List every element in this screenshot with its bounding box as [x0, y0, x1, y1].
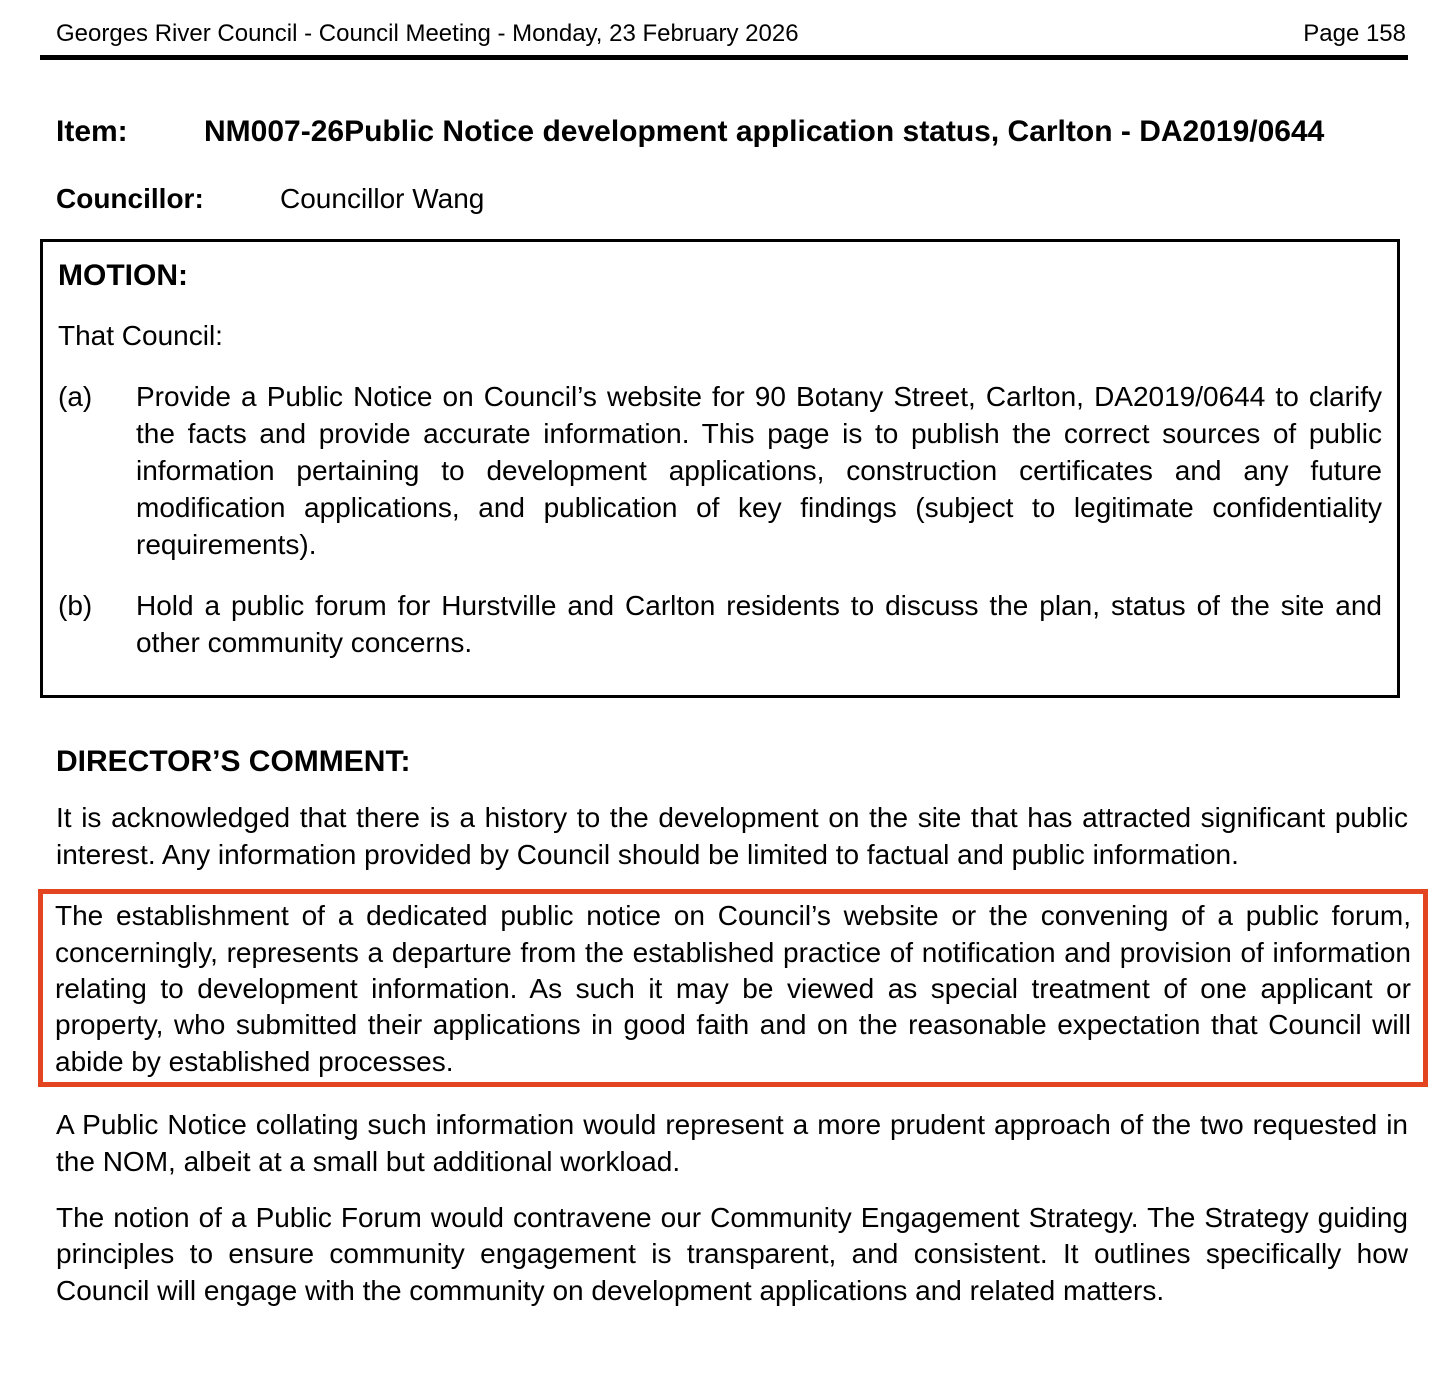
item-number: NM007-26	[204, 114, 345, 148]
item-title	[204, 114, 1408, 150]
page-header	[40, 20, 1408, 60]
motion-item-a-marker: (a)	[58, 380, 93, 412]
motion-item-b-marker: (b)	[58, 589, 93, 621]
item-label: Item:	[56, 114, 128, 148]
page-number: Page 158	[1303, 20, 1406, 47]
councillor-row	[56, 182, 1408, 216]
directors-comment-paragraph-3: The notion of a Public Forum would contravene our Community Engagement Strategy. The Strategy guiding principles to ensure community engagement is transparent, and consistent. It outlines specifically how Council will engage with the community on development applications and related matters.	[56, 1201, 1408, 1306]
motion-item-b	[58, 588, 1382, 662]
highlighted-paragraph: The establishment of a dedicated public notice on Council’s website or the convening of a public forum, concerningly, represents a departure from the established practice of notification and provision of information relating to development information. As such it may be viewed as special treatment of one applicant or property, who submitted their applications in good faith and on the reasonable expectation that Council will abide by established processes.	[55, 900, 1411, 1077]
councillor-label: Councillor:	[56, 182, 204, 214]
motion-item-a	[58, 379, 1382, 564]
motion-item-a-text: Provide a Public Notice on Council’s website for 90 Botany Street, Carlton, DA2019/0644 to clarify the facts and provide accurate information. This page is to publish the correct sources of public information pertaining to development applications, construction certificates and any future modification applications, and publication of key findings (subject to legitimate confidentiality requirements).	[136, 380, 1382, 560]
header-meeting-title: Georges River Council - Council Meeting - Monday, 23 February 2026	[56, 20, 799, 47]
motion-intro: That Council:	[58, 320, 223, 352]
directors-comment-paragraph-1: It is acknowledged that there is a history to the development on the site that has attracted significant public interest. Any information provided by Council should be limited to factual and public information.	[56, 802, 1408, 870]
item-row	[56, 114, 1408, 150]
highlight-annotation-box	[38, 889, 1428, 1087]
directors-comment-heading: DIRECTOR’S COMMENT:	[56, 745, 411, 779]
councillor-name: Councillor Wang	[280, 182, 485, 214]
motion-box	[40, 239, 1400, 698]
item-title-text: Public Notice development application status, Carlton - DA2019/0644	[344, 114, 1325, 148]
motion-item-b-text: Hold a public forum for Hurstville and Carlton residents to discuss the plan, status of the site and other community concerns.	[136, 589, 1382, 658]
motion-heading: MOTION:	[58, 259, 188, 293]
directors-comment-paragraph-2: A Public Notice collating such information would represent a more prudent approach of the two requested in the NOM, albeit at a small but additional workload.	[56, 1109, 1408, 1177]
